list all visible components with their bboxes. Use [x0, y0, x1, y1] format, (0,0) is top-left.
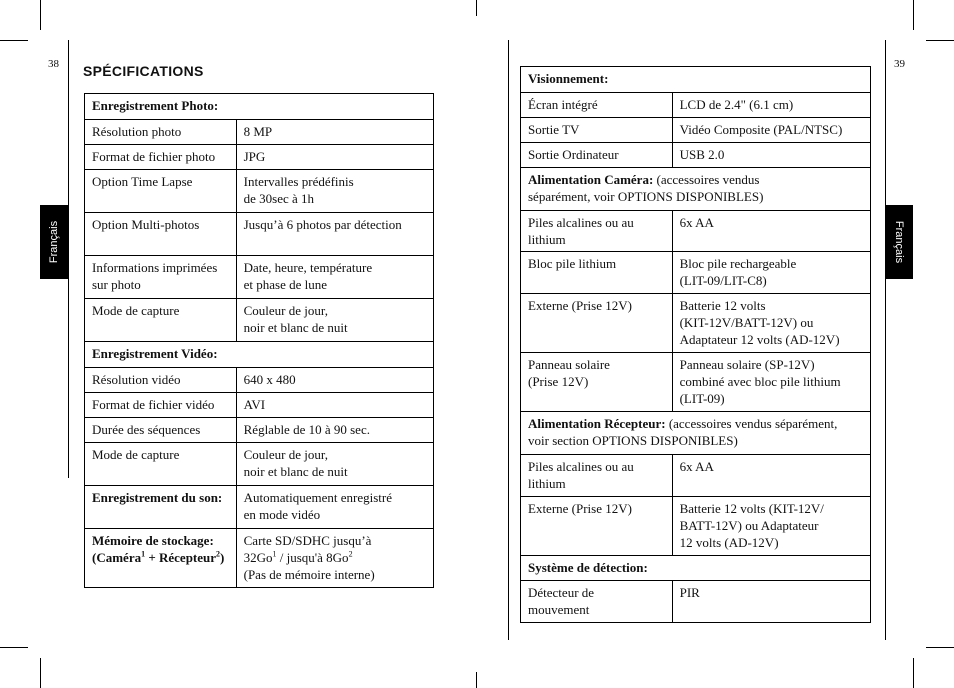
spec-label: Mode de capture: [85, 443, 237, 486]
spec-label: Sortie TV: [521, 118, 673, 143]
spec-label: Piles alcalines ou au lithium: [521, 455, 673, 497]
spec-label: Sortie Ordinateur: [521, 143, 673, 168]
spec-label: Externe (Prise 12V): [521, 497, 673, 556]
crop-mark: [913, 0, 914, 30]
spec-value-storage: Carte SD/SDHC jusqu’à 32Go$^1$ / jusqu'à 8Go$^2$ (Pas de mémoire interne): [236, 529, 433, 588]
spec-value: Date, heure, température et phase de lune: [236, 256, 433, 299]
spec-value: Intervalles prédéfinis de 30sec à 1h: [236, 170, 433, 213]
spec-label: Bloc pile lithium: [521, 252, 673, 294]
spec-label: Détecteur de mouvement: [521, 581, 673, 623]
spec-value: Jusqu’à 6 photos par détection: [236, 213, 433, 256]
spec-value: Réglable de 10 à 90 sec.: [236, 418, 433, 443]
section-title-camera-power: Alimentation Caméra: (accessoires vendus séparément, voir OPTIONS DISPONIBLES): [521, 168, 871, 211]
crop-mark: [0, 647, 28, 648]
crop-mark: [926, 647, 954, 648]
spec-value: PIR: [672, 581, 870, 623]
spec-value: Batterie 12 volts (KIT-12V/BATT-12V) ou Adaptateur 12 volts (AD-12V): [672, 294, 870, 353]
spec-value: Panneau solaire (SP-12V) combiné avec bloc pile lithium (LIT-09): [672, 353, 870, 412]
section-title-receiver-power: Alimentation Récepteur: (accessoires vendus séparément, voir section OPTIONS DISPONIBLES): [521, 412, 871, 455]
spec-label: Résolution photo: [85, 120, 237, 145]
spec-value: 6x AA: [672, 211, 870, 252]
spec-label: Option Time Lapse: [85, 170, 237, 213]
crop-mark: [885, 40, 886, 640]
spec-value: Couleur de jour, noir et blanc de nuit: [236, 443, 433, 486]
spec-label: Option Multi-photos: [85, 213, 237, 256]
spec-table-left: [84, 93, 434, 588]
language-tab-label: Français: [48, 220, 60, 264]
spec-value: Couleur de jour, noir et blanc de nuit: [236, 299, 433, 342]
spec-label-sound: Enregistrement du son:: [85, 486, 237, 529]
crop-mark: [476, 0, 477, 16]
spec-value: Bloc pile rechargeable (LIT-09/LIT-C8): [672, 252, 870, 294]
spec-label: Durée des séquences: [85, 418, 237, 443]
spec-label: Résolution vidéo: [85, 368, 237, 393]
spec-label: Panneau solaire (Prise 12V): [521, 353, 673, 412]
spec-value: Batterie 12 volts (KIT-12V/ BATT-12V) ou Adaptateur 12 volts (AD-12V): [672, 497, 870, 556]
language-tab-left: [40, 205, 68, 279]
language-tab-right: [885, 205, 913, 279]
section-title-video: Enregistrement Vidéo:: [85, 342, 434, 368]
spec-label: Externe (Prise 12V): [521, 294, 673, 353]
crop-mark: [68, 40, 69, 478]
spec-label: Informations imprimées sur photo: [85, 256, 237, 299]
spec-value: USB 2.0: [672, 143, 870, 168]
crop-mark: [0, 40, 28, 41]
page-number-right: 39: [894, 58, 905, 70]
spec-table-right: [520, 66, 871, 623]
crop-mark: [508, 40, 509, 640]
spec-value: 640 x 480: [236, 368, 433, 393]
page-number-left: 38: [48, 58, 59, 70]
spec-label: Piles alcalines ou au lithium: [521, 211, 673, 252]
language-tab-label: Français: [893, 220, 905, 264]
spec-value: 8 MP: [236, 120, 433, 145]
spec-value: Vidéo Composite (PAL/NTSC): [672, 118, 870, 143]
spec-label: Mode de capture: [85, 299, 237, 342]
spec-value: 6x AA: [672, 455, 870, 497]
spec-value: Automatiquement enregistré en mode vidéo: [236, 486, 433, 529]
crop-mark: [476, 672, 477, 688]
spec-label: Écran intégré: [521, 93, 673, 118]
section-title-photo: Enregistrement Photo:: [85, 94, 434, 120]
crop-mark: [40, 0, 41, 30]
section-title-viewing: Visionnement:: [521, 67, 871, 93]
spec-value: JPG: [236, 145, 433, 170]
page-title: SPÉCIFICATIONS: [83, 63, 204, 79]
spec-label-storage: Mémoire de stockage: (Caméra$^1$ + Récepteur$^2$): [85, 529, 237, 588]
spec-value: AVI: [236, 393, 433, 418]
crop-mark: [40, 658, 41, 688]
crop-mark: [913, 658, 914, 688]
spec-value: LCD de 2.4" (6.1 cm): [672, 93, 870, 118]
spec-label: Format de fichier photo: [85, 145, 237, 170]
section-title-detection: Système de détection:: [521, 556, 871, 581]
crop-mark: [926, 40, 954, 41]
spec-label: Format de fichier vidéo: [85, 393, 237, 418]
